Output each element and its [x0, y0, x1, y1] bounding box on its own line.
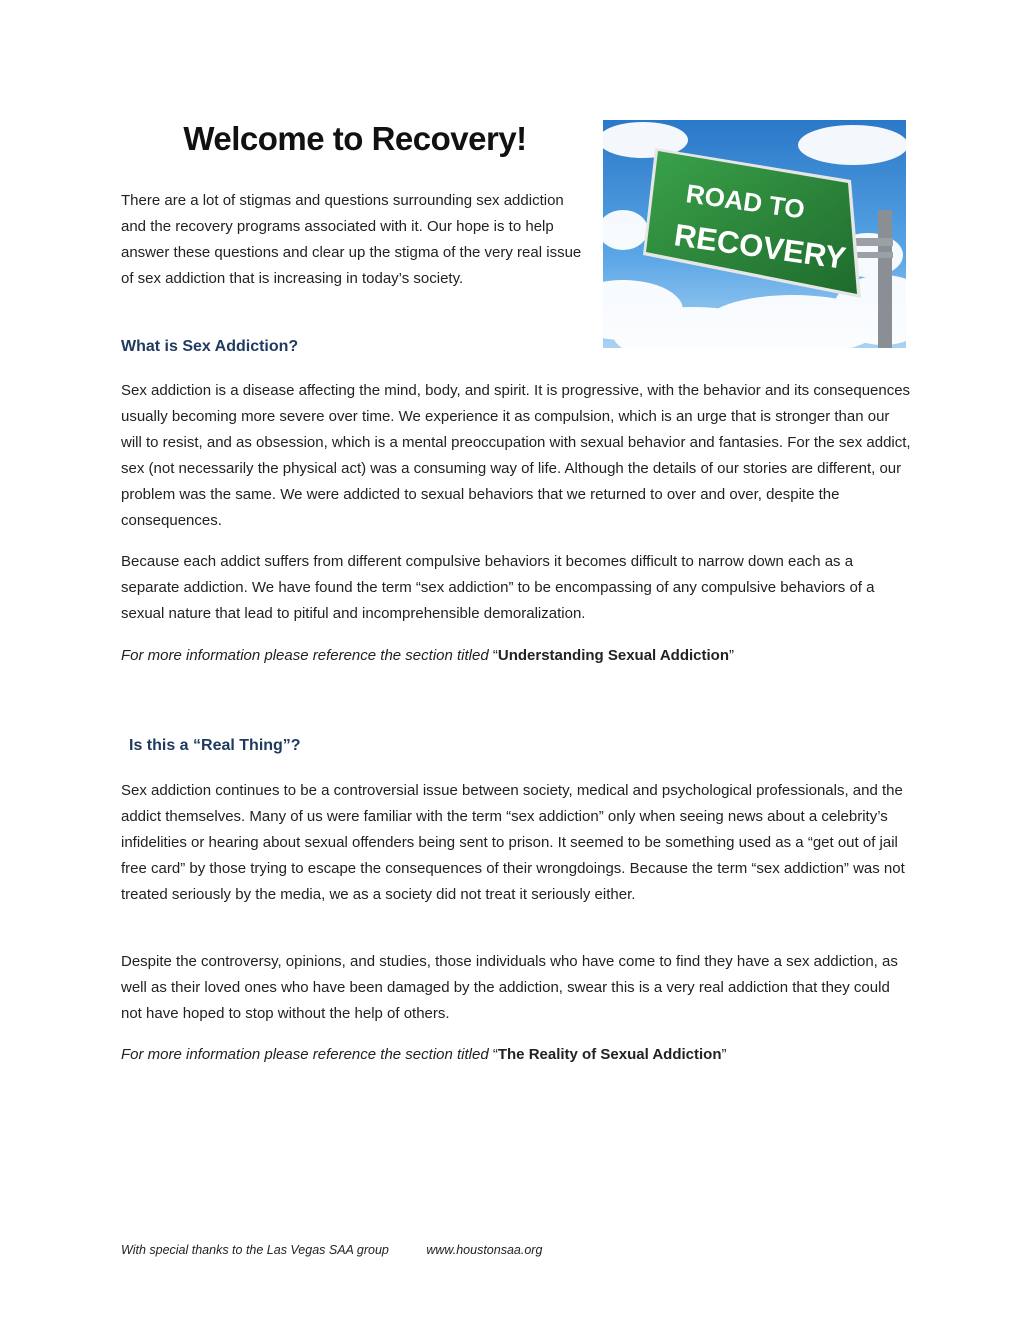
- reference-label: For more information please reference the section titled: [121, 647, 489, 664]
- reference-note: For more information please reference the section titled “The Reality of Sexual Addiction”: [121, 1046, 727, 1063]
- section-heading-real-thing: Is this a “Real Thing”?: [129, 737, 301, 754]
- reference-label: For more information please reference the section titled: [121, 1046, 489, 1063]
- paragraph: Despite the controversy, opinions, and studies, those individuals who have come to find they have a sex addiction, as well as their loved ones who have been damaged by the addiction, swear this is a very real addiction that they could not have hoped to stop without the help of others.: [121, 953, 898, 1022]
- reference-title: Understanding Sexual Addiction: [497, 647, 729, 664]
- footer-thanks: With special thanks to the Las Vegas SAA group: [121, 1243, 389, 1257]
- page-title: Welcome to Recovery!: [183, 120, 527, 157]
- reference-title: The Reality of Sexual Addiction: [497, 1046, 722, 1063]
- paragraph: Sex addiction continues to be a controversial issue between society, medical and psychological professionals, and the addict themselves. Many of us were familiar with the term “sex addiction” only when seeing news about a celebrity’s infidelities or hearing about sexual offenders being sent to prison. It seemed to be something used as a “get out of jail free card” by those trying to escape the consequences of their wrongdoings. Because the term “sex addiction” was not treated seriously by the media, we as a society did not treat it seriously either.: [121, 782, 905, 903]
- paragraph: Sex addiction is a disease affecting the mind, body, and spirit. It is progressive, with the behavior and its consequences usually becoming more severe over time. We experience it as compulsion, which is an urge that is stronger than our will to resist, and as obsession, which is a mental preoccupation with sexual behavior and fantasies. For the sex addict, sex (not necessarily the physical act) was a consuming way of life. Although the details of our stories are different, our problem was the same. We were addicted to sexual behaviors that we returned to over and over, despite the consequences.: [121, 382, 911, 529]
- sign-line1: ROAD TO: [684, 178, 807, 225]
- reference-note: For more information please reference the section titled “Understanding Sexual Addiction”: [121, 647, 734, 664]
- sign-post: [878, 210, 892, 348]
- paragraph: Because each addict suffers from different compulsive behaviors it becomes difficult to narrow down each as a separate addiction. We have found the term “sex addiction” to be encompassing of any compulsive behaviors of a sexual nature that lead to pitiful and incomprehensible demoralization.: [121, 553, 875, 622]
- sign-line2: RECOVERY: [672, 217, 849, 276]
- footer: [121, 1243, 542, 1257]
- road-to-recovery-image: [603, 120, 906, 348]
- footer-url[interactable]: www.houstonsaa.org: [426, 1243, 543, 1257]
- intro-paragraph: There are a lot of stigmas and questions surrounding sex addiction and the recovery programs associated with it. Our hope is to help answer these questions and clear up the stigma of the very real issue of sex addiction that is increasing in today’s society.: [121, 192, 582, 287]
- section-heading-what-is: What is Sex Addiction?: [121, 338, 299, 355]
